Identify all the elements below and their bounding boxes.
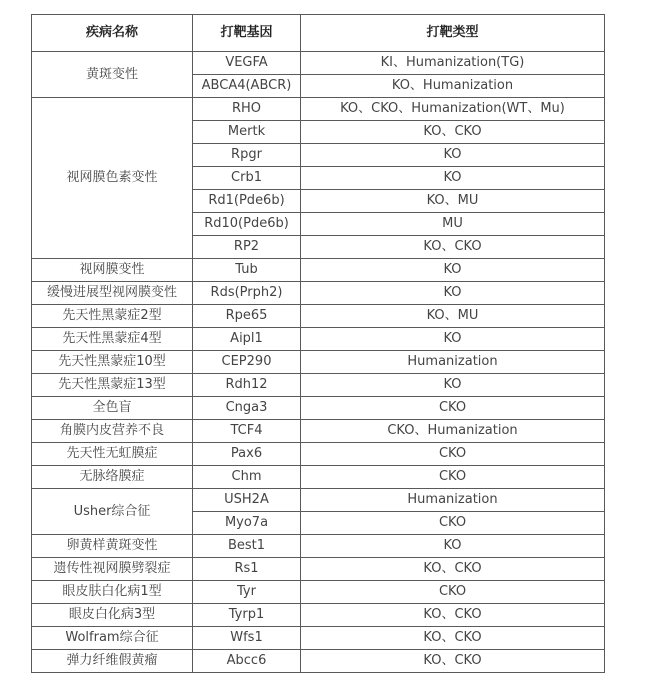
table-row (32, 374, 605, 397)
target-type-cell: CKO (301, 466, 605, 489)
table-header-row (32, 15, 605, 52)
target-type-cell: KO、CKO (301, 236, 605, 259)
target-gene-cell: Tub (193, 259, 301, 282)
table-row (32, 535, 605, 558)
target-type-cell: KO (301, 144, 605, 167)
disease-name-cell: 遗传性视网膜劈裂症 (32, 558, 193, 581)
disease-name-cell: 全色盲 (32, 397, 193, 420)
target-gene-cell: Best1 (193, 535, 301, 558)
target-type-cell: KO、CKO (301, 121, 605, 144)
table-row (32, 466, 605, 489)
disease-name-cell: 先天性黑蒙症4型 (32, 328, 193, 351)
table-body (32, 52, 605, 673)
table-row (32, 604, 605, 627)
target-gene-cell: Abcc6 (193, 650, 301, 673)
target-gene-cell: RHO (193, 98, 301, 121)
table-row (32, 397, 605, 420)
header-disease-name: 疾病名称 (32, 15, 193, 52)
target-type-cell: KO、CKO (301, 650, 605, 673)
header-target-type: 打靶类型 (301, 15, 605, 52)
disease-name-cell: Usher综合征 (32, 489, 193, 535)
table-row (32, 650, 605, 673)
disease-name-cell: 先天性黑蒙症13型 (32, 374, 193, 397)
target-type-cell: KO、MU (301, 190, 605, 213)
target-type-cell: CKO (301, 512, 605, 535)
table-row (32, 443, 605, 466)
disease-name-cell: 先天性黑蒙症2型 (32, 305, 193, 328)
target-gene-cell: USH2A (193, 489, 301, 512)
disease-name-cell: 缓慢进展型视网膜变性 (32, 282, 193, 305)
table-row (32, 489, 605, 512)
target-type-cell: Humanization (301, 351, 605, 374)
target-type-cell: KO (301, 167, 605, 190)
target-type-cell: KO (301, 259, 605, 282)
table-row (32, 282, 605, 305)
disease-name-cell: 视网膜变性 (32, 259, 193, 282)
target-gene-cell: Aipl1 (193, 328, 301, 351)
disease-name-cell: 眼皮肤白化病1型 (32, 581, 193, 604)
target-gene-cell: Myo7a (193, 512, 301, 535)
target-gene-cell: Wfs1 (193, 627, 301, 650)
target-gene-cell: Pax6 (193, 443, 301, 466)
table-row (32, 52, 605, 75)
target-type-cell: KO (301, 374, 605, 397)
table-row (32, 558, 605, 581)
disease-name-cell: 视网膜色素变性 (32, 98, 193, 259)
disease-name-cell: 无脉络膜症 (32, 466, 193, 489)
target-gene-cell: ABCA4(ABCR) (193, 75, 301, 98)
target-gene-cell: Rpe65 (193, 305, 301, 328)
target-gene-cell: Mertk (193, 121, 301, 144)
target-type-cell: KO、Humanization (301, 75, 605, 98)
target-type-cell: KO (301, 282, 605, 305)
disease-name-cell: 先天性无虹膜症 (32, 443, 193, 466)
target-type-cell: CKO、Humanization (301, 420, 605, 443)
target-gene-cell: Crb1 (193, 167, 301, 190)
target-gene-cell: Rd1(Pde6b) (193, 190, 301, 213)
table-row (32, 420, 605, 443)
target-type-cell: KO (301, 328, 605, 351)
target-gene-cell: Rd10(Pde6b) (193, 213, 301, 236)
disease-name-cell: 卵黄样黄斑变性 (32, 535, 193, 558)
target-type-cell: Humanization (301, 489, 605, 512)
disease-name-cell: Wolfram综合征 (32, 627, 193, 650)
target-type-cell: KI、Humanization(TG) (301, 52, 605, 75)
target-gene-cell: RP2 (193, 236, 301, 259)
target-gene-cell: Tyr (193, 581, 301, 604)
target-type-cell: CKO (301, 443, 605, 466)
target-type-cell: KO、MU (301, 305, 605, 328)
target-gene-cell: Cnga3 (193, 397, 301, 420)
disease-name-cell: 黄斑变性 (32, 52, 193, 98)
disease-name-cell: 角膜内皮营养不良 (32, 420, 193, 443)
table-row (32, 98, 605, 121)
disease-name-cell: 眼皮白化病3型 (32, 604, 193, 627)
target-gene-cell: Rs1 (193, 558, 301, 581)
target-gene-cell: Rpgr (193, 144, 301, 167)
target-gene-cell: Chm (193, 466, 301, 489)
target-type-cell: KO、CKO、Humanization(WT、Mu) (301, 98, 605, 121)
target-gene-cell: TCF4 (193, 420, 301, 443)
target-gene-cell: Rdh12 (193, 374, 301, 397)
target-gene-cell: Rds(Prph2) (193, 282, 301, 305)
target-type-cell: MU (301, 213, 605, 236)
target-gene-cell: Tyrp1 (193, 604, 301, 627)
target-type-cell: KO、CKO (301, 558, 605, 581)
disease-name-cell: 弹力纤维假黄瘤 (32, 650, 193, 673)
target-type-cell: CKO (301, 581, 605, 604)
table-row (32, 351, 605, 374)
header-target-gene: 打靶基因 (193, 15, 301, 52)
target-type-cell: KO、CKO (301, 627, 605, 650)
target-type-cell: KO、CKO (301, 604, 605, 627)
table-row (32, 581, 605, 604)
target-gene-cell: VEGFA (193, 52, 301, 75)
target-type-cell: KO (301, 535, 605, 558)
target-type-cell: CKO (301, 397, 605, 420)
target-gene-cell: CEP290 (193, 351, 301, 374)
gene-targeting-table (31, 14, 605, 673)
table-row (32, 305, 605, 328)
table-row (32, 259, 605, 282)
disease-name-cell: 先天性黑蒙症10型 (32, 351, 193, 374)
table-row (32, 627, 605, 650)
table-row (32, 328, 605, 351)
